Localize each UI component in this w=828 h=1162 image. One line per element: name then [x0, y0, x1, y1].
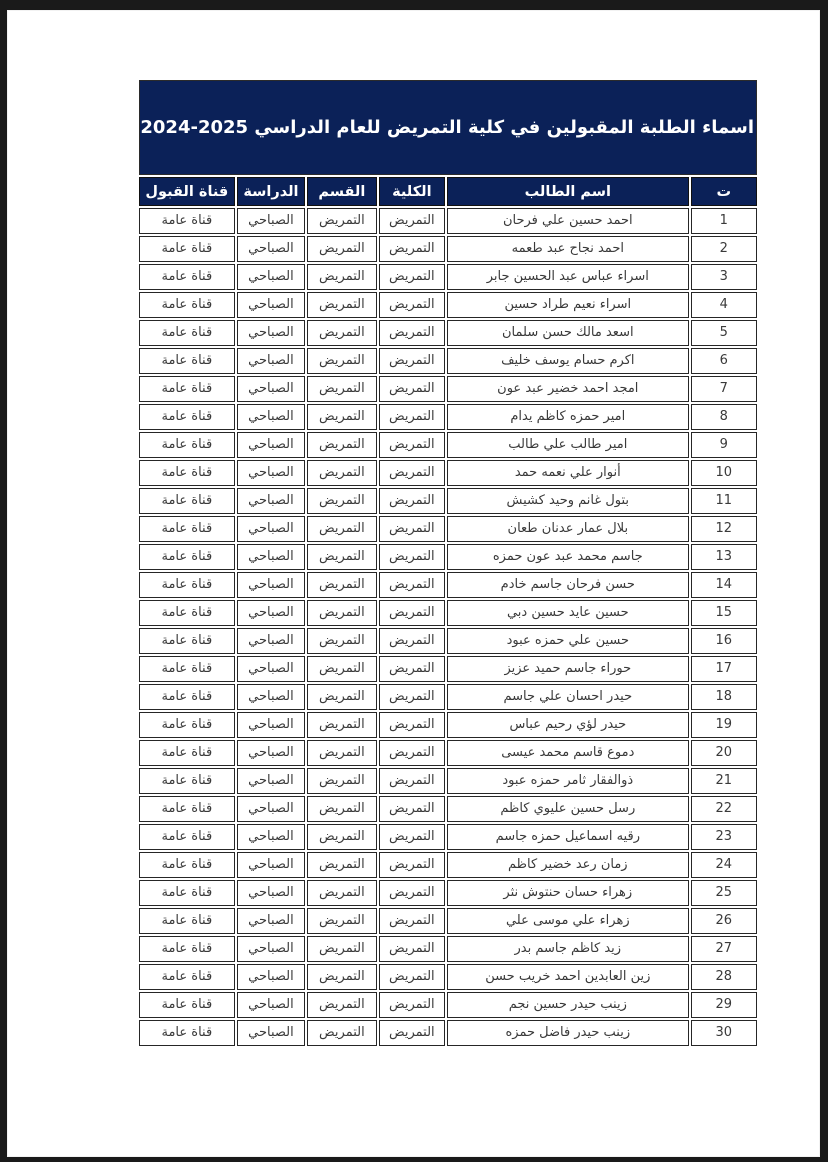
cell-no: 5 — [691, 320, 757, 346]
cell-no: 4 — [691, 292, 757, 318]
cell-no: 21 — [691, 768, 757, 794]
cell-student-name: اسعد مالك حسن سلمان — [447, 320, 689, 346]
cell-college: التمريض — [379, 544, 445, 570]
cell-no: 26 — [691, 908, 757, 934]
cell-department: التمريض — [307, 768, 376, 794]
cell-college: التمريض — [379, 656, 445, 682]
cell-study-type: الصباحي — [237, 264, 305, 290]
cell-study-type: الصباحي — [237, 852, 305, 878]
cell-no: 18 — [691, 684, 757, 710]
cell-no: 9 — [691, 432, 757, 458]
cell-college: التمريض — [379, 936, 445, 962]
cell-department: التمريض — [307, 236, 376, 262]
cell-student-name: أنوار علي نعمه حمد — [447, 460, 689, 486]
cell-college: التمريض — [379, 768, 445, 794]
table-row — [139, 908, 757, 934]
cell-study-type: الصباحي — [237, 684, 305, 710]
cell-study-type: الصباحي — [237, 824, 305, 850]
table-row — [139, 964, 757, 990]
students-table-body — [139, 208, 757, 1046]
cell-no: 8 — [691, 404, 757, 430]
cell-no: 17 — [691, 656, 757, 682]
table-row — [139, 824, 757, 850]
cell-no: 3 — [691, 264, 757, 290]
cell-college: التمريض — [379, 600, 445, 626]
cell-study-type: الصباحي — [237, 460, 305, 486]
cell-college: التمريض — [379, 320, 445, 346]
cell-admission-channel: قناة عامة — [139, 880, 235, 906]
cell-no: 15 — [691, 600, 757, 626]
cell-study-type: الصباحي — [237, 236, 305, 262]
cell-no: 23 — [691, 824, 757, 850]
cell-no: 16 — [691, 628, 757, 654]
cell-department: التمريض — [307, 1020, 376, 1046]
cell-no: 7 — [691, 376, 757, 402]
cell-admission-channel: قناة عامة — [139, 208, 235, 234]
cell-no: 14 — [691, 572, 757, 598]
cell-study-type: الصباحي — [237, 796, 305, 822]
cell-college: التمريض — [379, 628, 445, 654]
col-header-college: الكلية — [379, 177, 445, 206]
cell-admission-channel: قناة عامة — [139, 740, 235, 766]
cell-department: التمريض — [307, 460, 376, 486]
cell-student-name: اسراء نعيم طراد حسين — [447, 292, 689, 318]
cell-department: التمريض — [307, 880, 376, 906]
cell-department: التمريض — [307, 208, 376, 234]
cell-department: التمريض — [307, 992, 376, 1018]
cell-department: التمريض — [307, 348, 376, 374]
cell-department: التمريض — [307, 404, 376, 430]
cell-student-name: امير طالب علي طالب — [447, 432, 689, 458]
col-header-student-name: اسم الطالب — [447, 177, 689, 206]
cell-no: 30 — [691, 1020, 757, 1046]
cell-admission-channel: قناة عامة — [139, 824, 235, 850]
cell-college: التمريض — [379, 992, 445, 1018]
table-row — [139, 712, 757, 738]
table-row — [139, 684, 757, 710]
cell-admission-channel: قناة عامة — [139, 628, 235, 654]
cell-no: 24 — [691, 852, 757, 878]
cell-college: التمريض — [379, 712, 445, 738]
cell-student-name: دموع قاسم محمد عيسى — [447, 740, 689, 766]
table-row — [139, 852, 757, 878]
title-row — [139, 80, 757, 175]
cell-admission-channel: قناة عامة — [139, 404, 235, 430]
cell-student-name: حسن فرحان جاسم خادم — [447, 572, 689, 598]
cell-admission-channel: قناة عامة — [139, 460, 235, 486]
cell-study-type: الصباحي — [237, 208, 305, 234]
cell-study-type: الصباحي — [237, 768, 305, 794]
cell-college: التمريض — [379, 964, 445, 990]
cell-no: 1 — [691, 208, 757, 234]
cell-student-name: رسل حسين عليوي كاظم — [447, 796, 689, 822]
cell-college: التمريض — [379, 1020, 445, 1046]
table-row — [139, 292, 757, 318]
cell-study-type: الصباحي — [237, 964, 305, 990]
cell-no: 12 — [691, 516, 757, 542]
cell-student-name: حسين عايد حسين دبي — [447, 600, 689, 626]
cell-college: التمريض — [379, 684, 445, 710]
cell-department: التمريض — [307, 516, 376, 542]
table-row — [139, 628, 757, 654]
cell-college: التمريض — [379, 796, 445, 822]
cell-department: التمريض — [307, 824, 376, 850]
cell-no: 11 — [691, 488, 757, 514]
cell-no: 13 — [691, 544, 757, 570]
table-row — [139, 936, 757, 962]
col-header-department: القسم — [307, 177, 376, 206]
cell-department: التمريض — [307, 656, 376, 682]
cell-no: 20 — [691, 740, 757, 766]
cell-no: 6 — [691, 348, 757, 374]
table-row — [139, 600, 757, 626]
cell-department: التمريض — [307, 684, 376, 710]
cell-study-type: الصباحي — [237, 320, 305, 346]
cell-department: التمريض — [307, 376, 376, 402]
cell-student-name: اكرم حسام يوسف خليف — [447, 348, 689, 374]
cell-admission-channel: قناة عامة — [139, 964, 235, 990]
cell-college: التمريض — [379, 348, 445, 374]
table-row — [139, 796, 757, 822]
cell-admission-channel: قناة عامة — [139, 712, 235, 738]
cell-college: التمريض — [379, 740, 445, 766]
cell-department: التمريض — [307, 964, 376, 990]
cell-student-name: زهراء حسان حنتوش نثر — [447, 880, 689, 906]
col-header-admission-channel: قناة القبول — [139, 177, 235, 206]
table-row — [139, 208, 757, 234]
cell-student-name: زمان رعد خضير كاظم — [447, 852, 689, 878]
cell-student-name: حيدر احسان علي جاسم — [447, 684, 689, 710]
cell-admission-channel: قناة عامة — [139, 852, 235, 878]
cell-student-name: زيد كاظم جاسم بدر — [447, 936, 689, 962]
cell-admission-channel: قناة عامة — [139, 292, 235, 318]
cell-study-type: الصباحي — [237, 516, 305, 542]
cell-admission-channel: قناة عامة — [139, 1020, 235, 1046]
cell-student-name: حيدر لؤي رحيم عباس — [447, 712, 689, 738]
cell-student-name: حسين علي حمزه عبود — [447, 628, 689, 654]
cell-college: التمريض — [379, 208, 445, 234]
cell-department: التمريض — [307, 796, 376, 822]
cell-study-type: الصباحي — [237, 488, 305, 514]
cell-study-type: الصباحي — [237, 404, 305, 430]
cell-no: 29 — [691, 992, 757, 1018]
cell-no: 28 — [691, 964, 757, 990]
table-row — [139, 432, 757, 458]
table-row — [139, 516, 757, 542]
cell-college: التمريض — [379, 236, 445, 262]
cell-department: التمريض — [307, 320, 376, 346]
cell-admission-channel: قناة عامة — [139, 320, 235, 346]
cell-college: التمريض — [379, 488, 445, 514]
table-row — [139, 236, 757, 262]
cell-college: التمريض — [379, 908, 445, 934]
cell-study-type: الصباحي — [237, 936, 305, 962]
cell-study-type: الصباحي — [237, 908, 305, 934]
cell-department: التمريض — [307, 852, 376, 878]
cell-student-name: زهراء علي موسى علي — [447, 908, 689, 934]
table-row — [139, 488, 757, 514]
col-header-no: ت — [691, 177, 757, 206]
cell-no: 19 — [691, 712, 757, 738]
cell-admission-channel: قناة عامة — [139, 376, 235, 402]
document-page — [7, 10, 820, 1157]
cell-student-name: رقيه اسماعيل حمزه جاسم — [447, 824, 689, 850]
cell-admission-channel: قناة عامة — [139, 936, 235, 962]
cell-study-type: الصباحي — [237, 880, 305, 906]
cell-study-type: الصباحي — [237, 656, 305, 682]
cell-student-name: اسراء عباس عبد الحسين جابر — [447, 264, 689, 290]
table-row — [139, 572, 757, 598]
table-row — [139, 1020, 757, 1046]
cell-admission-channel: قناة عامة — [139, 572, 235, 598]
cell-student-name: زينب حيدر حسين نجم — [447, 992, 689, 1018]
accepted-students-table — [137, 78, 759, 1048]
cell-study-type: الصباحي — [237, 712, 305, 738]
cell-no: 2 — [691, 236, 757, 262]
cell-admission-channel: قناة عامة — [139, 348, 235, 374]
cell-student-name: احمد حسين علي فرحان — [447, 208, 689, 234]
cell-no: 25 — [691, 880, 757, 906]
cell-study-type: الصباحي — [237, 376, 305, 402]
col-header-study-type: الدراسة — [237, 177, 305, 206]
cell-student-name: بتول غانم وحيد كشيش — [447, 488, 689, 514]
cell-student-name: احمد نجاح عبد طعمه — [447, 236, 689, 262]
cell-study-type: الصباحي — [237, 292, 305, 318]
cell-college: التمريض — [379, 516, 445, 542]
document-title: اسماء الطلبة المقبولين في كلية التمريض للعام الدراسي 2025-2024 — [139, 80, 757, 175]
cell-study-type: الصباحي — [237, 600, 305, 626]
table-row — [139, 544, 757, 570]
cell-student-name: زين العابدين احمد خريب حسن — [447, 964, 689, 990]
table-row — [139, 656, 757, 682]
cell-college: التمريض — [379, 460, 445, 486]
cell-department: التمريض — [307, 432, 376, 458]
cell-department: التمريض — [307, 712, 376, 738]
cell-department: التمريض — [307, 572, 376, 598]
cell-department: التمريض — [307, 740, 376, 766]
cell-student-name: ذوالفقار ثامر حمزه عبود — [447, 768, 689, 794]
table-row — [139, 376, 757, 402]
cell-department: التمريض — [307, 264, 376, 290]
cell-admission-channel: قناة عامة — [139, 656, 235, 682]
cell-study-type: الصباحي — [237, 992, 305, 1018]
table-row — [139, 992, 757, 1018]
cell-study-type: الصباحي — [237, 348, 305, 374]
cell-admission-channel: قناة عامة — [139, 992, 235, 1018]
table-row — [139, 320, 757, 346]
cell-college: التمريض — [379, 852, 445, 878]
table-row — [139, 348, 757, 374]
cell-admission-channel: قناة عامة — [139, 264, 235, 290]
cell-no: 27 — [691, 936, 757, 962]
table-row — [139, 880, 757, 906]
cell-college: التمريض — [379, 880, 445, 906]
cell-student-name: امجد احمد خضير عبد عون — [447, 376, 689, 402]
cell-admission-channel: قناة عامة — [139, 432, 235, 458]
cell-student-name: امير حمزه كاظم يدام — [447, 404, 689, 430]
cell-college: التمريض — [379, 572, 445, 598]
cell-admission-channel: قناة عامة — [139, 684, 235, 710]
cell-admission-channel: قناة عامة — [139, 768, 235, 794]
cell-study-type: الصباحي — [237, 544, 305, 570]
cell-college: التمريض — [379, 292, 445, 318]
cell-admission-channel: قناة عامة — [139, 908, 235, 934]
cell-study-type: الصباحي — [237, 432, 305, 458]
cell-department: التمريض — [307, 600, 376, 626]
table-row — [139, 740, 757, 766]
cell-admission-channel: قناة عامة — [139, 236, 235, 262]
table-row — [139, 404, 757, 430]
cell-department: التمريض — [307, 544, 376, 570]
cell-admission-channel: قناة عامة — [139, 544, 235, 570]
cell-college: التمريض — [379, 404, 445, 430]
cell-department: التمريض — [307, 908, 376, 934]
cell-college: التمريض — [379, 432, 445, 458]
cell-no: 10 — [691, 460, 757, 486]
cell-college: التمريض — [379, 824, 445, 850]
cell-study-type: الصباحي — [237, 1020, 305, 1046]
table-row — [139, 460, 757, 486]
cell-study-type: الصباحي — [237, 628, 305, 654]
cell-admission-channel: قناة عامة — [139, 516, 235, 542]
cell-no: 22 — [691, 796, 757, 822]
cell-department: التمريض — [307, 292, 376, 318]
cell-study-type: الصباحي — [237, 740, 305, 766]
column-header-row — [139, 177, 757, 206]
cell-college: التمريض — [379, 264, 445, 290]
cell-department: التمريض — [307, 488, 376, 514]
cell-admission-channel: قناة عامة — [139, 796, 235, 822]
cell-department: التمريض — [307, 936, 376, 962]
cell-study-type: الصباحي — [237, 572, 305, 598]
cell-student-name: زينب حيدر فاضل حمزه — [447, 1020, 689, 1046]
cell-college: التمريض — [379, 376, 445, 402]
cell-student-name: بلال عمار عدنان طعان — [447, 516, 689, 542]
table-row — [139, 768, 757, 794]
cell-admission-channel: قناة عامة — [139, 488, 235, 514]
cell-student-name: حوراء جاسم حميد عزيز — [447, 656, 689, 682]
table-row — [139, 264, 757, 290]
cell-student-name: جاسم محمد عبد عون حمزه — [447, 544, 689, 570]
cell-admission-channel: قناة عامة — [139, 600, 235, 626]
cell-department: التمريض — [307, 628, 376, 654]
